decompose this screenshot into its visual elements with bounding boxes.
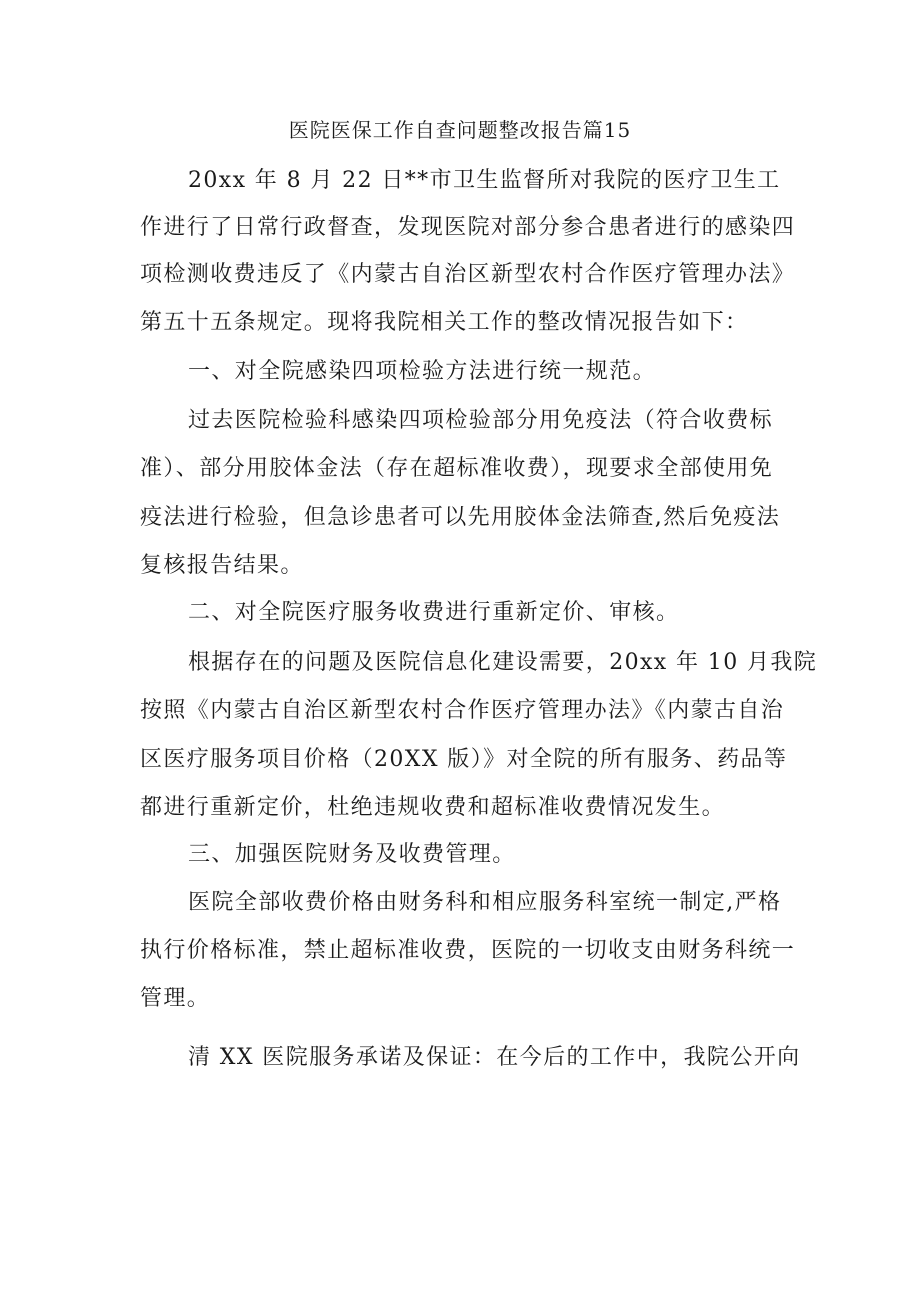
paragraph-line: 疫法进行检验，但急诊患者可以先用胶体金法筛查,然后免疫法 bbox=[140, 505, 781, 530]
document-title: 医院医保工作自查问题整改报告篇15 bbox=[288, 118, 632, 142]
paragraph-line: 准）、部分用胶体金法（存在超标准收费），现要求全部使用免 bbox=[140, 456, 774, 481]
paragraph-line: 都进行重新定价，杜绝违规收费和超标准收费情况发生。 bbox=[140, 795, 726, 820]
paragraph-line: 复核报告结果。 bbox=[140, 553, 304, 578]
paragraph-line: 作进行了日常行政督查，发现医院对部分参合患者进行的感染四 bbox=[140, 215, 796, 240]
paragraph-line: 执行价格标准，禁止超标准收费，医院的一切收支由财务科统一 bbox=[140, 938, 796, 963]
paragraph-line: 过去医院检验科感染四项检验部分用免疫法（符合收费标 bbox=[188, 408, 774, 433]
paragraph-line: 根据存在的问题及医院信息化建设需要，20xx 年 10 月我院 bbox=[188, 650, 818, 675]
paragraph-line: 区医疗服务项目价格（20XX 版）》对全院的所有服务、药品等 bbox=[140, 747, 788, 772]
section-heading: 三、加强医院财务及收费管理。 bbox=[188, 842, 516, 867]
paragraph-line: 第五十五条规定。现将我院相关工作的整改情况报告如下： bbox=[140, 310, 749, 335]
paragraph-line: 项检测收费违反了《内蒙古自治区新型农村合作医疗管理办法》 bbox=[140, 262, 796, 287]
paragraph-line: 20xx 年 8 月 22 日**市卫生监督所对我院的医疗卫生工 bbox=[188, 168, 781, 193]
paragraph-line: 管理。 bbox=[140, 986, 211, 1011]
section-heading: 一、对全院感染四项检验方法进行统一规范。 bbox=[188, 359, 657, 384]
section-heading: 二、对全院医疗服务收费进行重新定价、审核。 bbox=[188, 600, 680, 625]
paragraph-line: 医院全部收费价格由财务科和相应服务科室统一制定,严格 bbox=[188, 890, 782, 915]
paragraph-line: 按照《内蒙古自治区新型农村合作医疗管理办法》《内蒙古自治 bbox=[140, 698, 785, 723]
paragraph-line: 清 XX 医院服务承诺及保证：在今后的工作中，我院公开向 bbox=[188, 1045, 801, 1070]
